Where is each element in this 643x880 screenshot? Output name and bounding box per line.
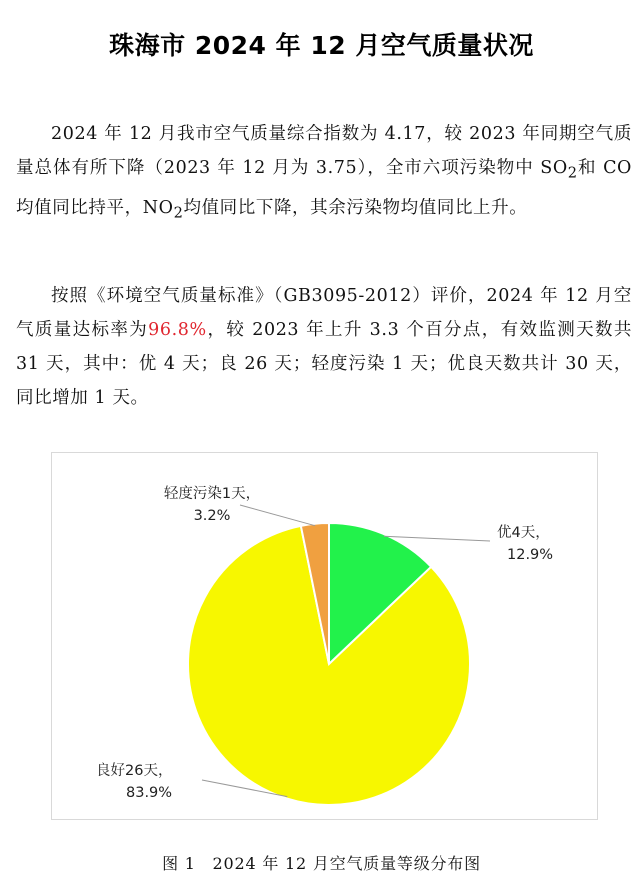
paragraph2-text-a: 按照《环境空气质量标准》（GB3095-2012）评价，2024 年 12 月空气质量达标率为 bbox=[16, 286, 632, 340]
so2-subscript: 2 bbox=[567, 164, 578, 182]
paragraph1-text-a: 2024 年 12 月我市空气质量综合指数为 4.17，较 2023 年同期空气质量总体有所下降（2023 年 12 月为 3.75），全市六项污染物中 SO bbox=[16, 124, 632, 178]
pie-label-name-0: 优4天， bbox=[497, 525, 550, 541]
pie-leader-line-2 bbox=[240, 505, 315, 526]
paragraph-summary bbox=[16, 117, 632, 230]
paragraph2-text-b: ，较 2023 年上升 3.3 个百分点，有效监测天数共 31 天，其中：优 4 天；良 26 天；轻度污染 1 天；优良天数共计 30 天，同比增加 1 天。 bbox=[16, 320, 633, 408]
compliance-rate-highlight: 96.8% bbox=[148, 320, 207, 340]
paragraph1-text-b: 和 CO 均值同比持平，NO bbox=[16, 158, 632, 218]
pie-label-name-2: 轻度污染1天， bbox=[163, 486, 261, 502]
document-title: 珠海市 2024 年 12 月空气质量状况 bbox=[109, 31, 534, 60]
figure-caption: 图 1 2024 年 12 月空气质量等级分布图 bbox=[162, 854, 481, 873]
pie-label-percent-2: 3.2% bbox=[193, 508, 231, 524]
pie-chart bbox=[52, 453, 597, 819]
pie-chart-frame bbox=[51, 452, 598, 820]
paragraph-compliance bbox=[16, 279, 632, 415]
pie-label-name-1: 良好26天， bbox=[96, 763, 173, 779]
no2-subscript: 2 bbox=[173, 204, 184, 221]
paragraph1-text-c: 均值同比下降，其余污染物均值同比上升。 bbox=[183, 197, 528, 218]
pie-leader-line-0 bbox=[384, 536, 490, 541]
pie-label-percent-1: 83.9% bbox=[126, 785, 173, 801]
pie-label-percent-0: 12.9% bbox=[507, 547, 554, 563]
